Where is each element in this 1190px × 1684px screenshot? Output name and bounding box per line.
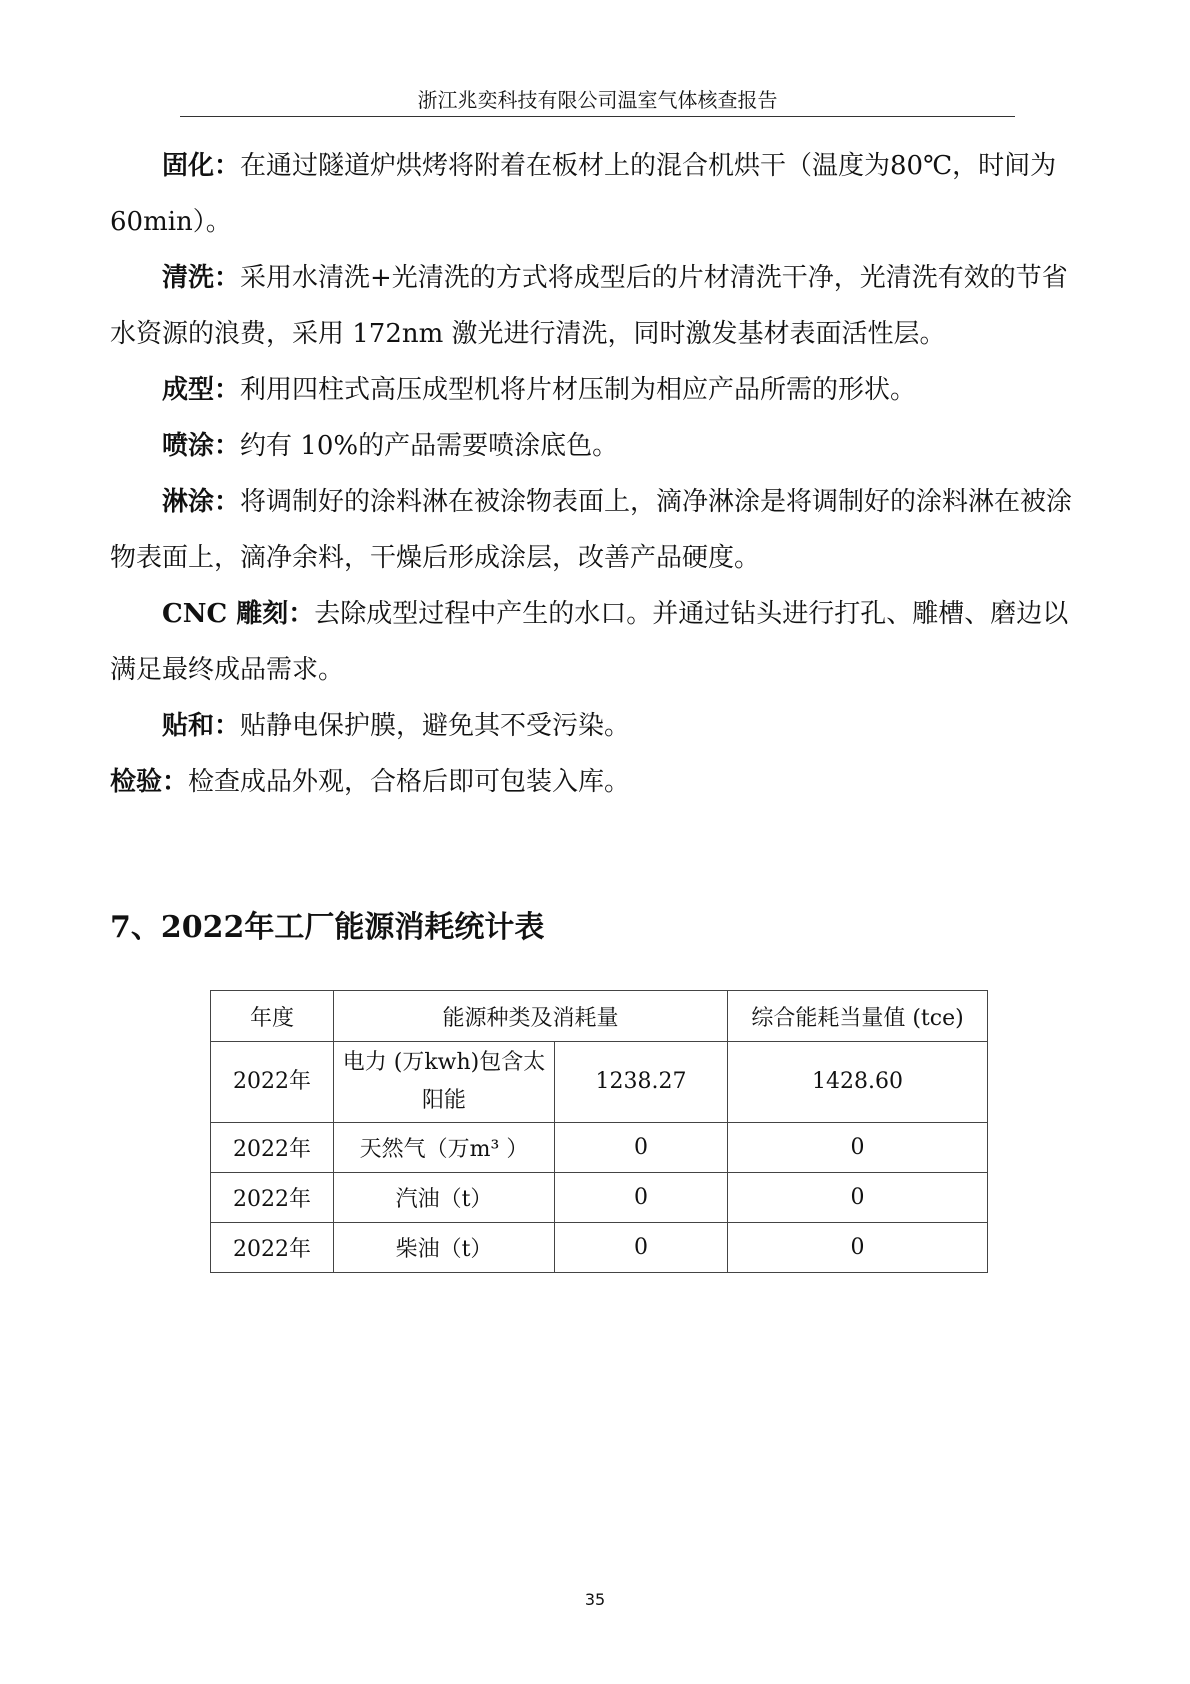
paragraph-lead: 淋涂： xyxy=(162,487,241,517)
header-year: 年度 xyxy=(211,991,334,1042)
cell-energy-type: 天然气（万m³ ） xyxy=(334,1123,555,1173)
process-description xyxy=(110,138,1088,810)
paragraph-text: 检查成品外观，合格后即可包装入库。 xyxy=(188,767,631,797)
cell-amount: 0 xyxy=(555,1123,728,1173)
paragraph-text: 约有 10%的产品需要喷涂底色。 xyxy=(240,431,619,461)
paragraph-lead: 清洗： xyxy=(162,263,241,293)
table-row xyxy=(211,1173,988,1223)
paragraph-text: 在通过隧道炉烘烤将附着在板材上的混合机烘干（温度为80℃，时间为 60min）。 xyxy=(110,151,1057,237)
paragraph-inspection xyxy=(110,754,1088,810)
cell-tce: 0 xyxy=(728,1223,988,1273)
cell-tce: 0 xyxy=(728,1123,988,1173)
paragraph-laminating xyxy=(110,698,1088,754)
cell-amount: 0 xyxy=(555,1173,728,1223)
header-total-tce: 综合能耗当量值 (tce) xyxy=(728,991,988,1042)
table-row xyxy=(211,1223,988,1273)
cell-energy-type: 电力 (万kwh)包含太阳能 xyxy=(334,1042,555,1123)
cell-year: 2022年 xyxy=(211,1123,334,1173)
paragraph-flow-coating xyxy=(110,474,1088,586)
header-rule xyxy=(180,116,1015,117)
table-header-row xyxy=(211,991,988,1042)
paragraph-text: 贴静电保护膜，避免其不受污染。 xyxy=(240,711,631,741)
cell-tce: 1428.60 xyxy=(728,1042,988,1123)
table-row xyxy=(211,1123,988,1173)
paragraph-forming xyxy=(110,362,1088,418)
paragraph-lead: 成型： xyxy=(162,375,241,405)
paragraph-text: 将调制好的涂料淋在被涂物表面上，滴净淋涂是将调制好的涂料淋在被涂物表面上，滴净余料，干燥后形成涂层，改善产品硬度。 xyxy=(110,487,1073,573)
energy-consumption-table xyxy=(210,990,988,1273)
cell-tce: 0 xyxy=(728,1173,988,1223)
cell-energy-type: 柴油（t） xyxy=(334,1223,555,1273)
cell-energy-type: 汽油（t） xyxy=(334,1173,555,1223)
cell-amount: 1238.27 xyxy=(555,1042,728,1123)
paragraph-lead: 检验： xyxy=(110,767,189,797)
paragraph-cleaning xyxy=(110,250,1088,362)
paragraph-text: 利用四柱式高压成型机将片材压制为相应产品所需的形状。 xyxy=(240,375,917,405)
cell-amount: 0 xyxy=(555,1223,728,1273)
page-number: 35 xyxy=(584,1590,606,1609)
cell-year: 2022年 xyxy=(211,1223,334,1273)
section-title: 7、2022年工厂能源消耗统计表 xyxy=(110,910,545,945)
paragraph-spraying xyxy=(110,418,1088,474)
header-energy-type: 能源种类及消耗量 xyxy=(334,991,728,1042)
cell-year: 2022年 xyxy=(211,1042,334,1123)
paragraph-lead: 贴和： xyxy=(162,711,241,741)
cell-year: 2022年 xyxy=(211,1173,334,1223)
paragraph-lead: CNC 雕刻： xyxy=(162,599,315,629)
paragraph-text: 去除成型过程中产生的水口。并通过钻头进行打孔、雕槽、磨边以满足最终成品需求。 xyxy=(110,599,1069,685)
page-header: 浙江兆奕科技有限公司温室气体核查报告 xyxy=(417,88,778,112)
paragraph-lead: 喷涂： xyxy=(162,431,241,461)
paragraph-lead: 固化： xyxy=(162,151,241,181)
paragraph-cnc-engraving xyxy=(110,586,1088,698)
paragraph-curing xyxy=(110,138,1088,250)
paragraph-text: 采用水清洗+光清洗的方式将成型后的片材清洗干净，光清洗有效的节省水资源的浪费，采用 172nm 激光进行清洗，同时激发基材表面活性层。 xyxy=(110,263,1068,349)
table-row xyxy=(211,1042,988,1123)
